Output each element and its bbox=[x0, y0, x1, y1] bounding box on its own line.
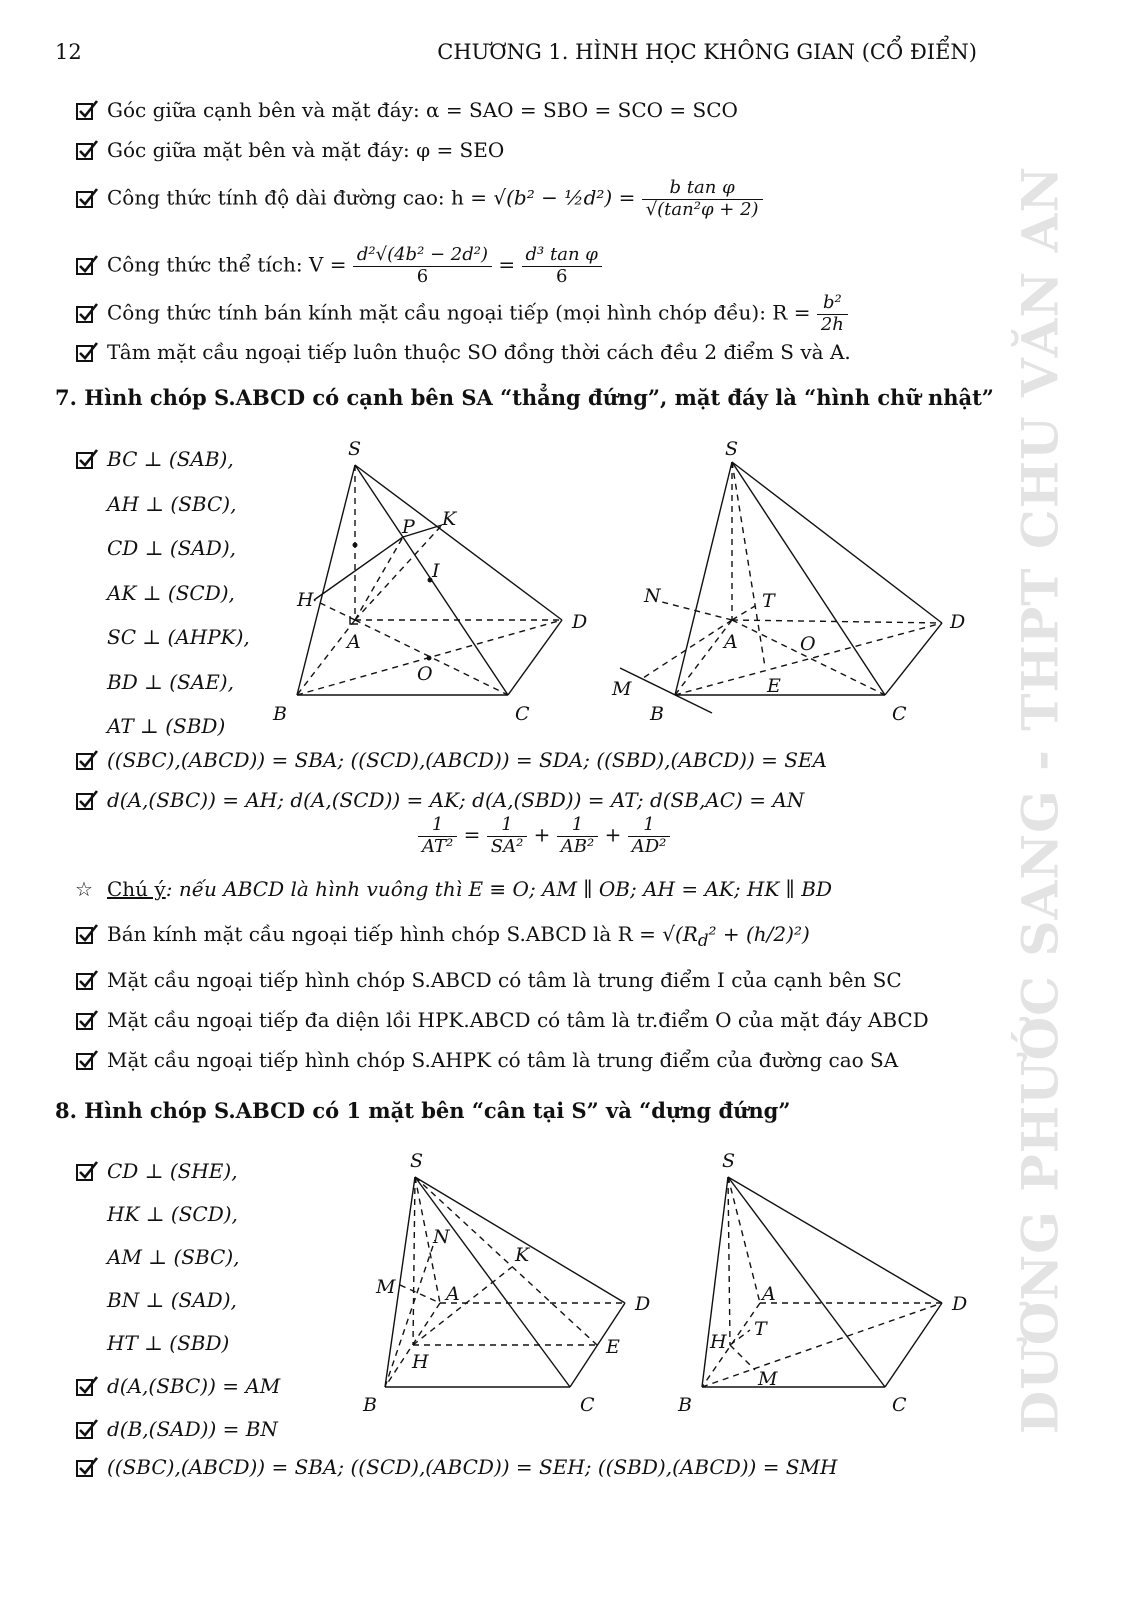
label-A: A bbox=[724, 631, 738, 653]
checkbox-icon bbox=[75, 448, 99, 470]
perp-item: BD ⊥ (SAE), bbox=[107, 669, 234, 694]
label-M: M bbox=[758, 1368, 778, 1390]
label-H: H bbox=[710, 1331, 727, 1353]
distances-text: d(A,(SBC)) = AH; d(A,(SCD)) = AK; d(A,(SBD)) = AT; d(SB,AC) = AN bbox=[107, 788, 805, 812]
checkbox-icon bbox=[75, 1049, 99, 1071]
checkbox-icon bbox=[75, 99, 99, 121]
section-7-sphere-3 bbox=[75, 1048, 898, 1072]
perp-item: HT ⊥ (SBD) bbox=[107, 1331, 230, 1355]
label-H: H bbox=[297, 589, 314, 611]
checkbox-icon bbox=[75, 139, 99, 161]
checkbox-icon bbox=[75, 1009, 99, 1031]
label-K: K bbox=[515, 1244, 530, 1266]
figure-8-right bbox=[670, 1145, 980, 1420]
section-7-distances bbox=[75, 788, 804, 812]
item-sphere-center bbox=[75, 340, 851, 364]
perp-item: AM ⊥ (SBC), bbox=[107, 1245, 240, 1269]
label-B: B bbox=[678, 1394, 692, 1416]
item-text: Công thức thể tích: V = bbox=[107, 252, 347, 277]
label-C: C bbox=[580, 1394, 595, 1416]
section-7-sphere-2 bbox=[75, 1008, 929, 1032]
formula-v2: $\frac{\text{d³ tan φ}}{6}$ bbox=[522, 245, 602, 287]
figure-7-left bbox=[270, 430, 600, 730]
item-height-formula bbox=[75, 178, 763, 220]
star-icon: ☆ bbox=[75, 877, 93, 901]
label-A: A bbox=[762, 1283, 776, 1305]
perp-item: AH ⊥ (SBC), bbox=[107, 491, 237, 516]
item-angle-face bbox=[75, 138, 504, 162]
note-text: : nếu ABCD là hình vuông thì E ≡ O; AM ∥ OB; AH = AK; HK ∥ BD bbox=[165, 877, 833, 901]
radius-formula: $√(R_d^2 + (h/2)^2)$ bbox=[662, 922, 810, 950]
checkbox-icon bbox=[75, 923, 99, 945]
note-label: Chú ý bbox=[107, 877, 166, 901]
label-M: M bbox=[612, 678, 632, 700]
sphere-text: Mặt cầu ngoại tiếp hình chóp S.ABCD có tâm là trung điểm I của cạnh bên SC bbox=[107, 968, 902, 992]
checkbox-icon bbox=[75, 789, 99, 811]
checkbox-icon bbox=[75, 187, 99, 209]
label-D: D bbox=[952, 1293, 968, 1315]
radius-text: Bán kính mặt cầu ngoại tiếp hình chóp S.ABCD là R = bbox=[107, 922, 656, 946]
perp-item: CD ⊥ (SAD), bbox=[107, 536, 237, 560]
label-C: C bbox=[892, 1394, 907, 1416]
formula-h: √(b² − ½d²) = bbox=[493, 185, 642, 210]
label-H: H bbox=[412, 1351, 429, 1373]
perp-item: CD ⊥ (SHE), bbox=[107, 1159, 238, 1183]
chapter-title: CHƯƠNG 1. HÌNH HỌC KHÔNG GIAN (CỔ ĐIỂN) bbox=[437, 40, 977, 64]
perp-item: HK ⊥ (SCD), bbox=[107, 1202, 238, 1226]
sphere-text: Mặt cầu ngoại tiếp đa diện lồi HPK.ABCD có tâm là tr.điểm O của mặt đáy ABCD bbox=[107, 1008, 929, 1032]
item-text: Tâm mặt cầu ngoại tiếp luôn thuộc SO đồng thời cách đều 2 điểm S và A. bbox=[107, 340, 851, 364]
section-7-angles bbox=[75, 748, 827, 772]
label-O: O bbox=[417, 663, 433, 685]
section-8-perp-list bbox=[75, 1150, 280, 1451]
perp-item: SC ⊥ (AHPK), bbox=[107, 625, 250, 649]
label-D: D bbox=[572, 611, 588, 633]
label-B: B bbox=[273, 703, 287, 725]
section-7-radius bbox=[75, 922, 810, 950]
section-8-angles bbox=[75, 1455, 837, 1479]
label-B: B bbox=[650, 703, 664, 725]
label-N: N bbox=[433, 1226, 450, 1248]
perp-item: AK ⊥ (SCD), bbox=[107, 580, 235, 605]
label-N: N bbox=[644, 585, 661, 607]
label-O: O bbox=[800, 633, 816, 655]
figure-8-left bbox=[360, 1145, 670, 1420]
label-C: C bbox=[515, 703, 530, 725]
label-T: T bbox=[762, 590, 775, 612]
formula-r: $\frac{\text{b²}}{2h}$ bbox=[817, 293, 848, 335]
label-S: S bbox=[410, 1150, 424, 1172]
label-T: T bbox=[754, 1318, 767, 1340]
formula-h-frac: $\frac{\text{b tan φ}}{\text{√(tan²φ + 2)}}$ bbox=[642, 178, 763, 220]
checkbox-icon bbox=[75, 254, 99, 276]
label-P: P bbox=[402, 516, 415, 538]
item-text: Công thức tính bán kính mặt cầu ngoại tiếp (mọi hình chóp đều): R = bbox=[107, 300, 811, 325]
dist-item: d(A,(SBC)) = AM bbox=[107, 1374, 281, 1398]
section-7-perp-list bbox=[75, 437, 250, 749]
perp-item: AT ⊥ (SBD) bbox=[107, 714, 226, 738]
label-B: B bbox=[363, 1394, 377, 1416]
checkbox-icon bbox=[75, 302, 99, 324]
checkbox-icon bbox=[75, 1456, 99, 1478]
label-I: I bbox=[432, 560, 440, 582]
label-S: S bbox=[348, 438, 362, 460]
section-7-height-formula: $\frac{1}{\text{AT²}}$ = $\frac{1}{\text{SA²}}$ + $\frac{1}{\text{AB²}}$ + $\frac{1}{\text{AD²}}$ bbox=[418, 815, 670, 857]
perp-item: BC ⊥ (SAB), bbox=[107, 447, 234, 471]
checkbox-icon bbox=[75, 749, 99, 771]
item-angle-edge bbox=[75, 98, 738, 122]
checkbox-icon bbox=[75, 341, 99, 363]
angles-text: ((SBC),(ABCD)) = SBA; ((SCD),(ABCD)) = SEH; ((SBD),(ABCD)) = SMH bbox=[107, 1455, 838, 1479]
item-volume-formula: Công thức thể tích: V = $\frac{\text{d²√(4b² − 2d²)}}{6}$ = $\frac{\text{d³ tan φ}}{6}$ bbox=[75, 245, 602, 287]
item-text: Góc giữa cạnh bên và mặt đáy: α = SAO = SBO = SCO = SCO bbox=[107, 98, 738, 122]
item-text: Công thức tính độ dài đường cao: h = bbox=[107, 185, 487, 210]
page-number: 12 bbox=[55, 40, 82, 64]
angles-text: ((SBC),(ABCD)) = SBA; ((SCD),(ABCD)) = SDA; ((SBD),(ABCD)) = SEA bbox=[107, 748, 827, 772]
label-E: E bbox=[606, 1336, 620, 1358]
label-M: M bbox=[376, 1276, 396, 1298]
dist-item: d(B,(SAD)) = BN bbox=[107, 1417, 278, 1441]
section-7-sphere-1 bbox=[75, 968, 902, 992]
item-radius-formula bbox=[75, 293, 848, 335]
label-D: D bbox=[635, 1293, 651, 1315]
checkbox-icon bbox=[75, 1160, 99, 1182]
label-E: E bbox=[767, 675, 781, 697]
label-K: K bbox=[442, 508, 457, 530]
item-text: Góc giữa mặt bên và mặt đáy: φ = SEO bbox=[107, 138, 505, 162]
label-S: S bbox=[722, 1150, 736, 1172]
watermark: DƯƠNG PHƯỚC SANG - THPT CHU VĂN AN bbox=[1010, 165, 1070, 1435]
sphere-text: Mặt cầu ngoại tiếp hình chóp S.AHPK có tâm là trung điểm của đường cao SA bbox=[107, 1048, 899, 1072]
label-A: A bbox=[347, 631, 361, 653]
section-7-title: 7. Hình chóp S.ABCD có cạnh bên SA “thẳng đứng”, mặt đáy là “hình chữ nhật” bbox=[55, 385, 994, 410]
label-D: D bbox=[950, 611, 966, 633]
checkbox-icon bbox=[75, 1375, 99, 1397]
perp-item: BN ⊥ (SAD), bbox=[107, 1288, 237, 1312]
checkbox-icon bbox=[75, 969, 99, 991]
section-8-title: 8. Hình chóp S.ABCD có 1 mặt bên “cân tại S” và “dựng đứng” bbox=[55, 1098, 791, 1123]
figure-7-right bbox=[600, 430, 980, 730]
section-7-note bbox=[75, 877, 832, 901]
checkbox-icon bbox=[75, 1418, 99, 1440]
formula-v1: $\frac{\text{d²√(4b² − 2d²)}}{6}$ bbox=[353, 245, 492, 287]
label-A: A bbox=[446, 1283, 460, 1305]
label-S: S bbox=[725, 438, 739, 460]
label-C: C bbox=[892, 703, 907, 725]
